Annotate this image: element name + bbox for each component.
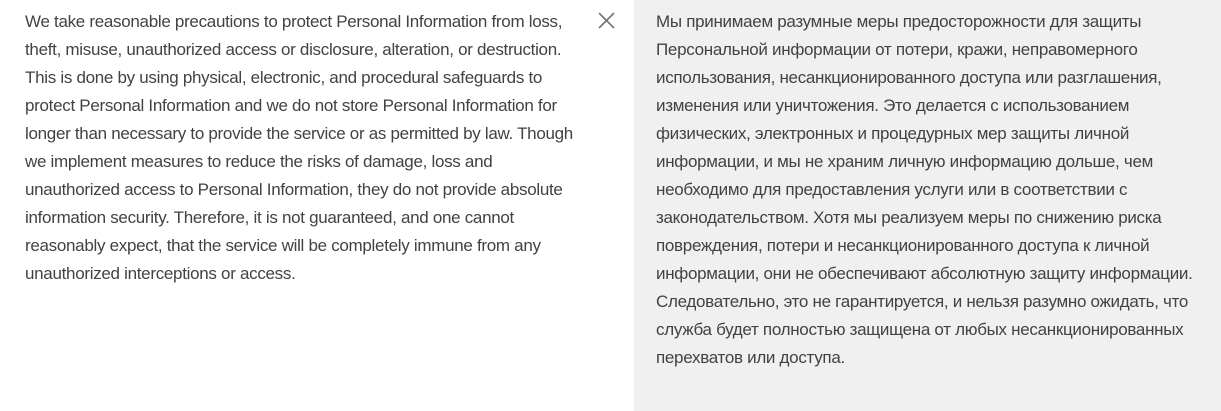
close-button[interactable]: [594, 8, 618, 32]
translation-text: Мы принимаем разумные меры предосторожности для защиты Персональной информации от потери, кражи, неправомерного использования, несанкционированного доступа или разглашения, изменения или уничтожения. Это делается с использованием физических, электронных и процедурных мер защиты личной информации, и мы не храним личную информацию дольше, чем необходимо для предоставления услуги или в соответствии с законодательством. Хотя мы реализуем меры по снижению риска повреждения, потери и несанкционированного доступа к личной информации, они не обеспечивают абсолютную защиту информации. Следовательно, это не гарантируется, и нельзя разумно ожидать, что служба будет полностью защищена от любых несанкционированных перехватов или доступа.: [656, 12, 1193, 367]
close-icon: [598, 12, 615, 29]
translation-panel: [634, 0, 1221, 411]
source-text: We take reasonable precautions to protect Personal Information from loss, theft, misuse, unauthorized access or disclosure, alteration, or destruction. This is done by using physical, electronic, and procedural safeguards to protect Personal Information and we do not store Personal Information for longer than necessary to provide the service or as permitted by law. Though we implement measures to reduce the risks of damage, loss and unauthorized access to Personal Information, they do not provide absolute information security. Therefore, it is not guaranteed, and one cannot reasonably expect, that the service will be completely immune from any unauthorized interceptions or access.: [25, 12, 573, 283]
